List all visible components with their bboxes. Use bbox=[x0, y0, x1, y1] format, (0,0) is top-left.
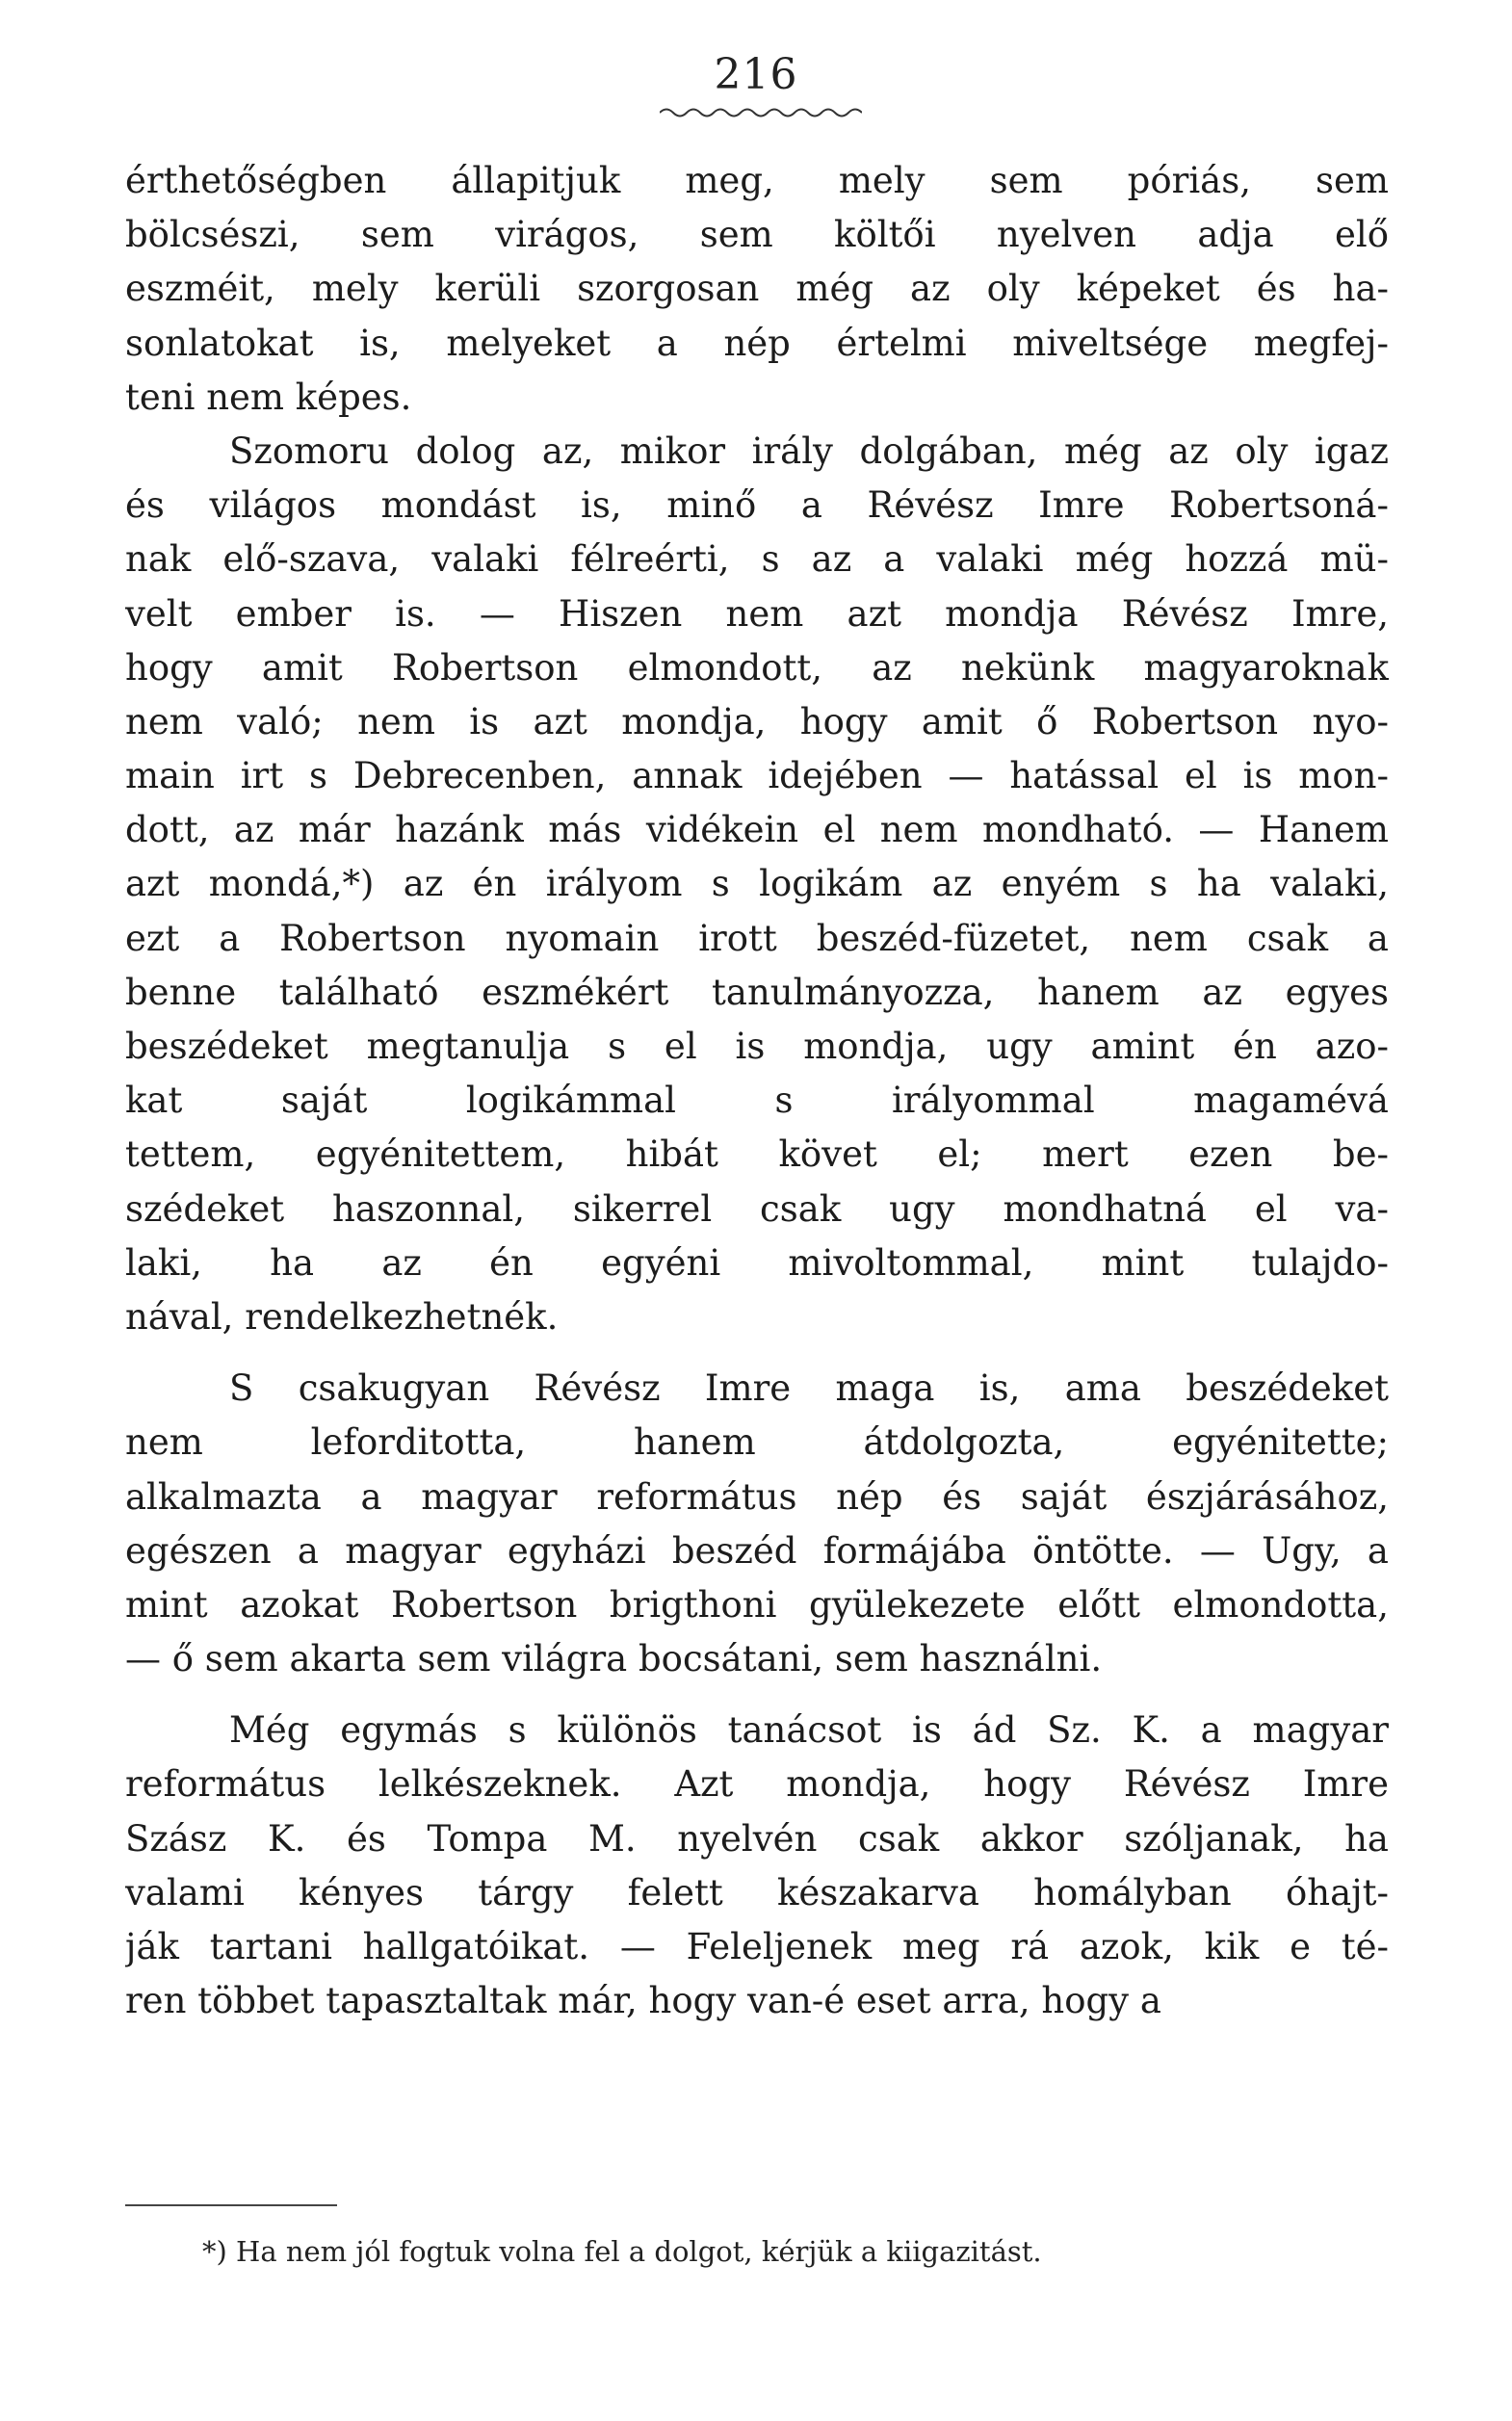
paragraph bbox=[125, 154, 1389, 425]
text-line: Szomoru dolog az, mikor irály dolgában, még az oly igaz bbox=[229, 430, 1389, 472]
text-line: laki, ha az én egyéni mivoltommal, mint tulajdo- bbox=[125, 1241, 1389, 1284]
main-text-body bbox=[125, 154, 1389, 2028]
text-line: egészen a magyar egyházi beszéd formájába öntötte. — Ugy, a bbox=[125, 1529, 1389, 1572]
text-line: benne található eszmékért tanulmányozza, hanem az egyes bbox=[125, 971, 1389, 1013]
text-line: eszméit, mely kerüli szorgosan még az oly képeket és ha- bbox=[125, 268, 1389, 310]
wavy-ornament-icon bbox=[660, 104, 862, 121]
text-line: kat saját logikámmal s irályommal magamévá bbox=[125, 1080, 1389, 1122]
text-line: nával, rendelkezhetnék. bbox=[125, 1295, 559, 1338]
footnote: *) Ha nem jól fogtuk volna fel a dolgot, kérjük a kiigazitást. bbox=[202, 2235, 1042, 2268]
paragraph bbox=[125, 425, 1389, 1344]
paragraph-gap bbox=[125, 1686, 1389, 1704]
text-line: Szász K. és Tompa M. nyelvén csak akkor szóljanak, ha bbox=[125, 1817, 1389, 1860]
paragraph bbox=[125, 1704, 1389, 2028]
text-line: tettem, egyénitettem, hibát követ el; mert ezen be- bbox=[125, 1133, 1389, 1176]
page-number: 216 bbox=[714, 50, 798, 99]
footnote-divider bbox=[125, 2204, 337, 2206]
text-line: sonlatokat is, melyeket a nép értelmi miveltsége megfej- bbox=[125, 322, 1389, 364]
text-line: ják tartani hallgatóikat. — Feleljenek meg rá azok, kik e té- bbox=[125, 1926, 1389, 1967]
text-line: nem leforditotta, hanem átdolgozta, egyénitette; bbox=[125, 1421, 1389, 1464]
text-line: nak elő-szava, valaki félreérti, s az a valaki még hozzá mü- bbox=[125, 538, 1389, 581]
text-line: nem való; nem is azt mondja, hogy amit ő Robertson nyo- bbox=[125, 700, 1389, 742]
text-line: bölcsészi, sem virágos, sem költői nyelven adja elő bbox=[125, 214, 1389, 256]
text-line: dott, az már hazánk más vidékein el nem mondható. — Hanem bbox=[125, 809, 1389, 851]
text-line: szédeket haszonnal, sikerrel csak ugy mondhatná el va- bbox=[125, 1187, 1389, 1230]
text-line: érthetőségben állapitjuk meg, mely sem póriás, sem bbox=[125, 160, 1389, 201]
text-line: velt ember is. — Hiszen nem azt mondja Révész Imre, bbox=[125, 592, 1389, 635]
text-line: alkalmazta a magyar református nép és saját észjárásához, bbox=[125, 1475, 1389, 1518]
text-line: ren többet tapasztaltak már, hogy van-é eset arra, hogy a bbox=[125, 1980, 1161, 2022]
text-line: mint azokat Robertson brigthoni gyülekezete előtt elmondotta, bbox=[125, 1583, 1389, 1626]
paragraph-gap bbox=[125, 1344, 1389, 1362]
text-line: református lelkészeknek. Azt mondja, hogy Révész Imre bbox=[125, 1763, 1389, 1806]
text-line: main irt s Debrecenben, annak idejében — hatással el is mon- bbox=[125, 755, 1389, 797]
text-line: — ő sem akarta sem világra bocsátani, sem használni. bbox=[125, 1638, 1103, 1680]
text-line: valami kényes tárgy felett készakarva homályban óhajt- bbox=[125, 1871, 1389, 1913]
text-line: azt mondá,*) az én irályom s logikám az enyém s ha valaki, bbox=[125, 863, 1389, 905]
text-line: S csakugyan Révész Imre maga is, ama beszédeket bbox=[229, 1367, 1389, 1410]
text-line: ezt a Robertson nyomain irott beszéd-füzetet, nem csak a bbox=[125, 917, 1389, 959]
text-line: teni nem képes. bbox=[125, 376, 412, 418]
text-line: beszédeket megtanulja s el is mondja, ugy amint én azo- bbox=[125, 1026, 1389, 1067]
text-line: Még egymás s különös tanácsot is ád Sz. K. a magyar bbox=[229, 1709, 1389, 1752]
text-line: és világos mondást is, minő a Révész Imre Robertsoná- bbox=[125, 484, 1389, 527]
paragraph bbox=[125, 1362, 1389, 1686]
text-line: hogy amit Robertson elmondott, az nekünk magyaroknak bbox=[125, 646, 1389, 689]
